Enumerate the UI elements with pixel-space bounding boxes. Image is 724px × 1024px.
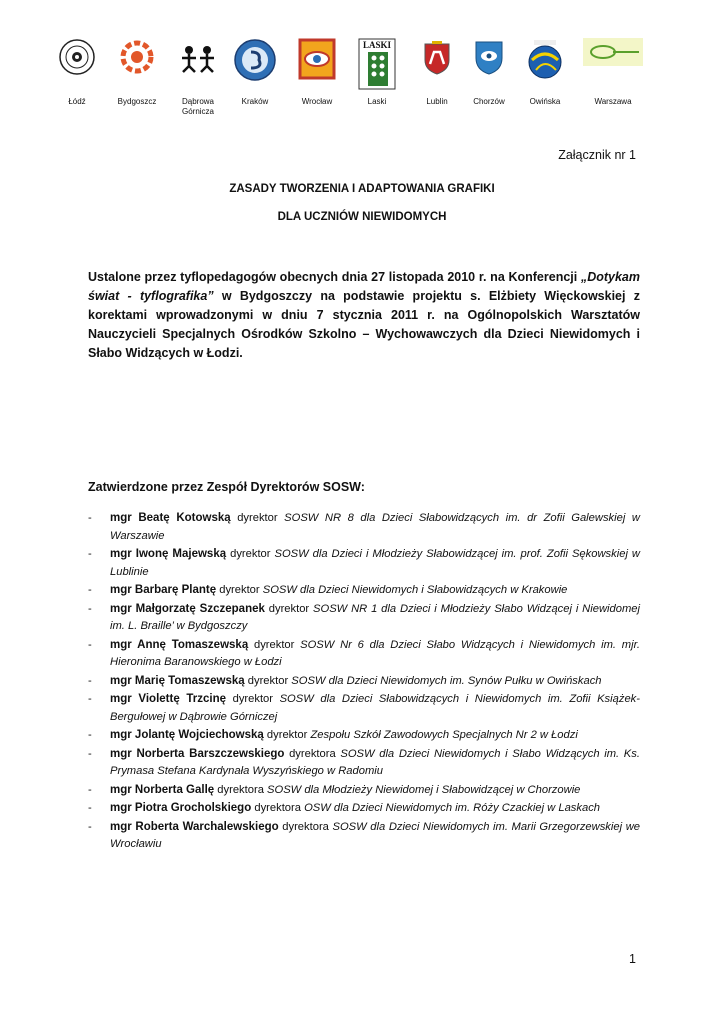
director-role: dyrektor [226,693,280,705]
laski-emblem-text: LASKI [362,40,392,50]
bydgoszcz-emblem-icon [120,38,154,76]
annex-label: Załącznik nr 1 [558,148,636,162]
director-name: mgr Norberta Barszczewskiego [110,747,285,760]
laski-logo [354,38,400,107]
logo-label: Łódź [68,97,86,106]
logo-label: Wrocław [301,97,333,106]
laski-braille-icon [358,38,396,90]
logo-label: Laski [367,97,387,106]
director-name: mgr Marię Tomaszewską [110,674,245,687]
list-bullet: - [88,729,92,741]
logo-label: Owińska [529,97,561,106]
logo-label: Kraków [241,97,269,106]
krakow-logo [228,38,282,107]
director-role: dyrektora [284,747,341,760]
director-role: dyrektora [278,820,333,833]
director-name: mgr Violettę Trzcinę [110,693,227,705]
owinska-logo [520,38,570,107]
page-number: 1 [629,952,636,966]
owinska-globe-icon [524,38,566,80]
director-name: mgr Beatę Kotowską [110,512,231,524]
intro-text-part-2: w Bydgoszczy na podstawie projektu s. Elżbiety Więckowskiej z korektami wprowadzonymi w dniu 7 stycznia 2011 r. na Ogólnopolskich Warsztatów Nauczycieli Specjalnych Ośrodków Szkolno – Wychowawczych dla Dzieci Niewidomych i Słabo Widzących w Łodzi. [88,289,640,360]
wroclaw-logo [292,38,342,107]
logo-label: Chorzów [473,97,505,106]
director-institution: SOSW dla Młodzieży Niewidomej i Słabowidzącej w Chorzowie [267,783,581,796]
children-figures-icon [177,38,219,76]
director-name: mgr Piotra Grocholskiego [110,802,252,814]
director-institution: Zespołu Szkół Zawodowych Specjalnych Nr 2 w Łodzi [310,729,578,741]
lodz-logo [52,38,102,107]
chorzow-logo [464,38,514,107]
director-institution: SOSW NR 1 dla Dzieci i Młodzieży Słabo Widzącej i Niewidomej im. L. Braille’ w Bydgoszczy [110,602,640,632]
director-name: mgr Jolantę Wojciechowską [110,729,264,741]
krakow-emblem-icon [233,38,277,82]
director-institution: SOSW dla Dzieci Niewidomych im. Marii Grzegorzewskiej we Wrocławiu [110,820,641,850]
list-bullet: - [88,747,92,760]
director-role: dyrektora [251,802,305,814]
director-role: dyrektor [230,512,285,524]
logo-label: Dąbrowa Górnicza [181,97,214,116]
list-bullet: - [88,674,92,687]
list-bullet: - [88,802,92,814]
director-institution: SOSW NR 8 dla Dzieci Słabowidzących im. dr Zofii Galewskiej w Warszawie [110,512,640,542]
director-name: mgr Barbarę Plantę [110,584,217,596]
director-institution: OSW dla Dzieci Niewidomych im. Róży Czackiej w Laskach [304,802,601,814]
intro-text-part-1: Ustalone przez tyflopedagogów obecnych dnia 27 listopada 2010 r. na Konferencji [88,270,581,284]
chorzow-shield-icon [474,38,504,76]
list-bullet: - [88,638,92,651]
lublin-coat-of-arms-icon [422,38,452,76]
director-institution: SOSW dla Dzieci Niewidomych i Słabowidzących w Krakowie [262,584,568,596]
director-institution: SOSW Nr 6 dla Dzieci Słabo Widzących i Niewidomych im. mjr. Hieronima Baranowskiego w Łodzi [110,638,640,668]
warszawa-logo [582,38,644,107]
intro-paragraph [88,268,640,363]
document-title-line-1: ZASADY TWORZENIA I ADAPTOWANIA GRAFIKI [229,183,495,195]
director-role: dyrektor [248,638,301,651]
lublin-logo [412,38,462,107]
director-item [88,637,640,672]
bydgoszcz-logo [112,38,162,107]
director-item [88,673,640,691]
director-role: dyrektor [264,602,314,615]
director-name: mgr Iwonę Majewską [110,548,227,560]
director-item [88,819,640,854]
director-role: dyrektor [216,584,263,596]
director-name: mgr Małgorzatę Szczepanek [110,602,265,615]
directors-list [88,510,640,855]
dabrowa-gornicza-logo [170,38,226,117]
director-role: dyrektora [214,783,268,796]
director-name: mgr Norberta Gallę [110,783,215,796]
list-bullet: - [88,602,92,615]
director-role: dyrektor [244,674,292,687]
director-item [88,782,640,800]
director-item [88,546,640,581]
list-bullet: - [88,548,92,560]
director-institution: SOSW dla Dzieci Niewidomych i Słabo Widzących im. Ks. Prymasa Stefana Kardynała Wyszyńskiego w Radomiu [110,747,640,777]
lodz-emblem-icon [58,38,96,76]
approved-heading: Zatwierdzone przez Zespół Dyrektorów SOSW: [88,480,365,494]
logo-label: Warszawa [594,97,632,106]
eye-emblem-icon [298,38,336,80]
warszawa-emblem-icon [583,38,643,66]
director-item [88,601,640,636]
director-name: mgr Roberta Warchalewskiego [110,820,279,833]
logo-label: Lublin [426,97,448,106]
director-role: dyrektor [226,548,275,560]
list-bullet: - [88,512,92,524]
director-role: dyrektor [263,729,311,741]
director-institution: SOSW dla Dzieci Niewidomych im. Synów Pułku w Owińskach [291,674,602,687]
director-item [88,800,640,818]
director-institution: SOSW dla Dzieci Słabowidzących i Niewidomych im. Zofii Książek-Bergułowej w Dąbrowie Górniczej [110,693,640,723]
director-item [88,691,640,726]
director-item [88,510,640,545]
document-title-line-2: DLA UCZNIÓW NIEWIDOMYCH [277,211,447,223]
list-bullet: - [88,693,92,705]
list-bullet: - [88,820,92,833]
director-institution: SOSW dla Dzieci i Młodzieży Słabowidzącej im. prof. Zofii Sękowskiej w Lublinie [110,548,640,578]
intro-conference-name: „Dotykam świat - tyflografika” [88,270,640,303]
director-item [88,727,640,745]
logo-label: Bydgoszcz [117,97,157,106]
logo-strip [52,38,672,116]
director-item [88,746,640,781]
director-name: mgr Annę Tomaszewską [110,638,249,651]
list-bullet: - [88,584,92,596]
director-item [88,582,640,600]
list-bullet: - [88,783,92,796]
